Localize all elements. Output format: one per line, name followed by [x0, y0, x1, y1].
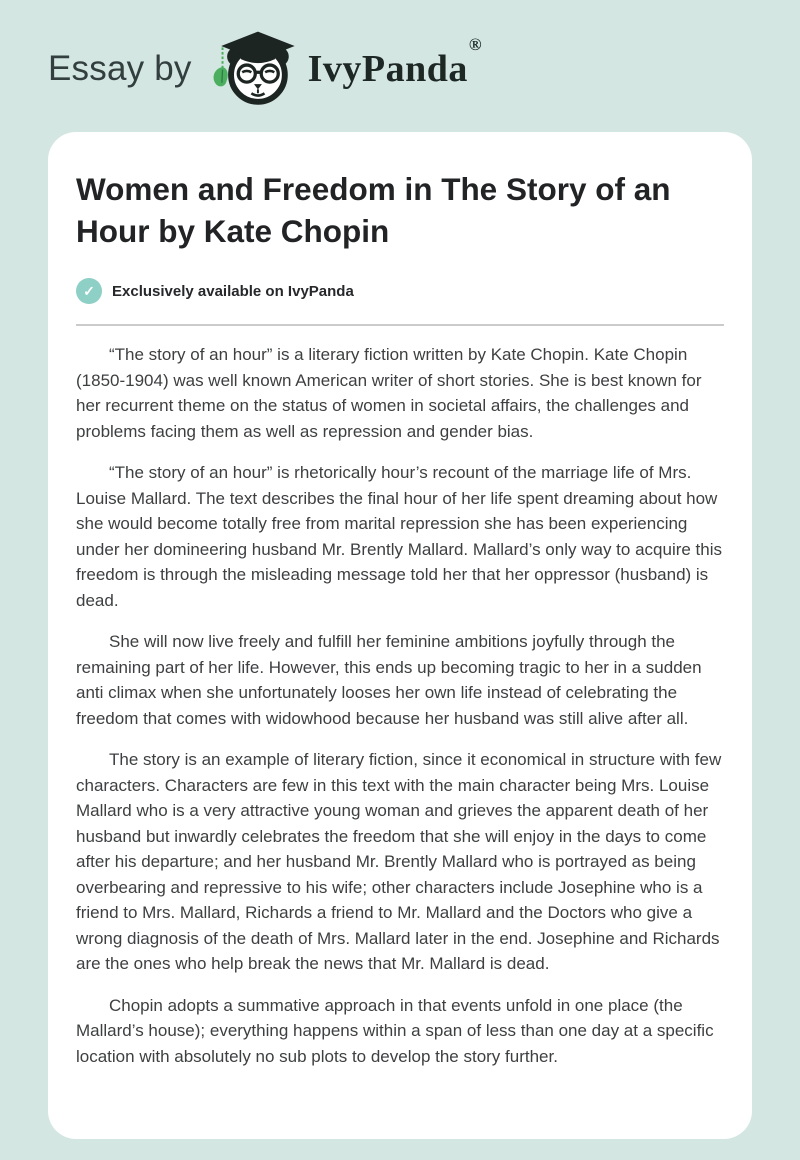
essay-paragraph-3: She will now live freely and fulfill her feminine ambitions joyfully through the remaining part of her life. However, this ends up becoming tragic to her in a sudden anti climax when she unfortunately looses her own life instead of celebrating the freedom that comes with widowhood because her husband was still alive after all.	[76, 632, 702, 728]
essay-paragraph-1: “The story of an hour” is a literary fiction written by Kate Chopin. Kate Chopin (1850-1904) was well known American writer of short stories. She is best known for her recurrent theme on the status of women in societal affairs, the challenges and problems facing them as well as repression and gender bias.	[76, 345, 702, 441]
essay-by-label: Essay by	[48, 49, 192, 88]
ivypanda-logo	[208, 29, 481, 109]
page-title: Women and Freedom in The Story of an Hour by Kate Chopin	[76, 171, 671, 249]
panda-graduate-icon	[208, 29, 300, 109]
brand-wordmark: IvyPanda®	[307, 35, 483, 90]
availability-badge-label: Exclusively available on IvyPanda	[112, 282, 354, 300]
essay-body	[76, 342, 724, 1069]
title-divider	[76, 324, 724, 326]
essay-paragraph-4: The story is an example of literary fiction, since it economical in structure with few characters. Characters are few in this text with the main character being Mrs. Louise Mallard who is a very attractive young woman and grieves the apparent death of her husband but inwardly celebrates the freedom that she will enjoy in the days to come after his departure; and her husband Mr. Brently Mallard who is portrayed as being overbearing and repressive to his wife; other characters include Josephine who is a friend to Mrs. Mallard, Richards a friend to Mr. Mallard and the Doctors who give a wrong diagnosis of the death of Mrs. Mallard later in the end. Josephine and Richards are the ones who help break the news that Mr. Mallard is dead.	[76, 750, 722, 973]
availability-badge	[76, 278, 724, 304]
essay-card	[48, 132, 752, 1139]
page-header	[0, 0, 800, 132]
essay-paragraph-2: “The story of an hour” is rhetorically hour’s recount of the marriage life of Mrs. Louise Mallard. The text describes the final hour of her life spent dreaming about how she would become totally free from marital repression she has been experiencing under her domineering husband Mr. Brently Mallard. Mallard’s only way to acquire this freedom is through the misleading message told her that her oppressor (husband) is dead.	[76, 463, 723, 610]
essay-paragraph-5: Chopin adopts a summative approach in that events unfold in one place (the Mallard’s house); everything happens within a span of less than one day at a specific location with absolutely no sub plots to develop the story further.	[76, 995, 714, 1066]
registered-trademark: ®	[468, 35, 483, 54]
check-icon: ✓	[76, 278, 102, 304]
